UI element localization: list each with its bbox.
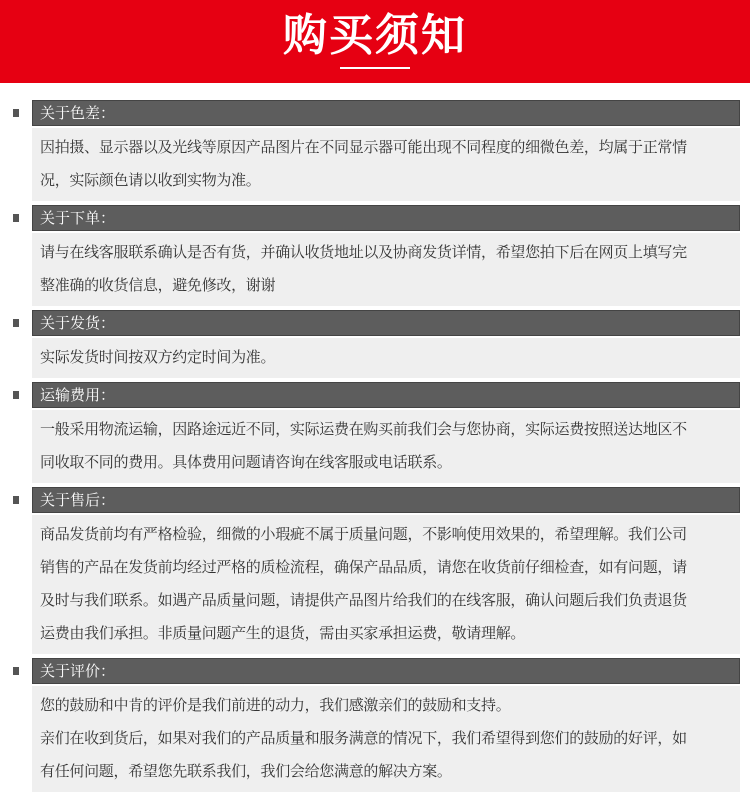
section-heading: 关于售后：	[40, 491, 116, 509]
notice-section	[0, 205, 750, 306]
notice-section	[0, 382, 750, 483]
body-text-line: 及时与我们联系。如遇产品质量问题，请提供产品图片给我们的在线客服，确认问题后我们负责退货	[40, 591, 687, 609]
section-heading: 关于发货：	[40, 314, 116, 332]
bullet-icon	[13, 214, 19, 222]
body-text-line: 实际发货时间按双方约定时间为准。	[40, 348, 276, 366]
bullet-icon	[13, 667, 19, 675]
section-heading-bar	[32, 658, 740, 684]
bullet-icon	[13, 319, 19, 327]
section-heading: 关于评价：	[40, 662, 116, 680]
section-body	[32, 515, 740, 654]
body-text-line: 亲们在收到货后，如果对我们的产品质量和服务满意的情况下，我们希望得到您们的鼓励的好评，如	[40, 729, 687, 747]
body-text-line: 您的鼓励和中肯的评价是我们前进的动力，我们感激亲们的鼓励和支持。	[40, 696, 511, 714]
notice-section	[0, 310, 750, 378]
notice-section	[0, 658, 750, 792]
notice-sections	[0, 100, 750, 796]
section-heading-bar	[32, 205, 740, 231]
title-banner	[0, 0, 750, 83]
section-body	[32, 233, 740, 306]
body-text-line: 一般采用物流运输，因路途远近不同，实际运费在购买前我们会与您协商，实际运费按照送达地区不	[40, 420, 687, 438]
body-text-line: 商品发货前均有严格检验，细微的小瑕疵不属于质量问题，不影响使用效果的，希望理解。我们公司	[40, 525, 687, 543]
bullet-icon	[13, 391, 19, 399]
body-text-line: 请与在线客服联系确认是否有货，并确认收货地址以及协商发货详情，希望您拍下后在网页上填写完	[40, 243, 687, 261]
section-body	[32, 410, 740, 483]
title-underline	[340, 67, 410, 69]
bullet-icon	[13, 496, 19, 504]
section-heading-bar	[32, 382, 740, 408]
body-text-line: 因拍摄、显示器以及光线等原因产品图片在不同显示器可能出现不同程度的细微色差，均属于正常情	[40, 138, 687, 156]
section-heading-bar	[32, 487, 740, 513]
section-body	[32, 338, 740, 378]
body-text-line: 运费由我们承担。非质量问题产生的退货，需由买家承担运费，敬请理解。	[40, 624, 526, 642]
body-text-line: 销售的产品在发货前均经过严格的质检流程，确保产品品质，请您在收货前仔细检查，如有问题，请	[40, 558, 687, 576]
notice-section	[0, 100, 750, 201]
section-heading: 关于下单：	[40, 209, 116, 227]
section-heading-bar	[32, 310, 740, 336]
body-text-line: 整准确的收货信息，避免修改，谢谢	[40, 276, 276, 294]
section-body	[32, 128, 740, 201]
body-text-line: 同收取不同的费用。具体费用问题请咨询在线客服或电话联系。	[40, 453, 452, 471]
bullet-icon	[13, 109, 19, 117]
page-title: 购买须知	[283, 10, 467, 61]
section-body	[32, 686, 740, 792]
body-text-line: 况，实际颜色请以收到实物为准。	[40, 171, 261, 189]
section-heading: 关于色差：	[40, 104, 116, 122]
section-heading-bar	[32, 100, 740, 126]
body-text-line: 有任何问题，希望您先联系我们，我们会给您满意的解决方案。	[40, 762, 452, 780]
notice-section	[0, 487, 750, 654]
section-heading: 运输费用：	[40, 386, 116, 404]
